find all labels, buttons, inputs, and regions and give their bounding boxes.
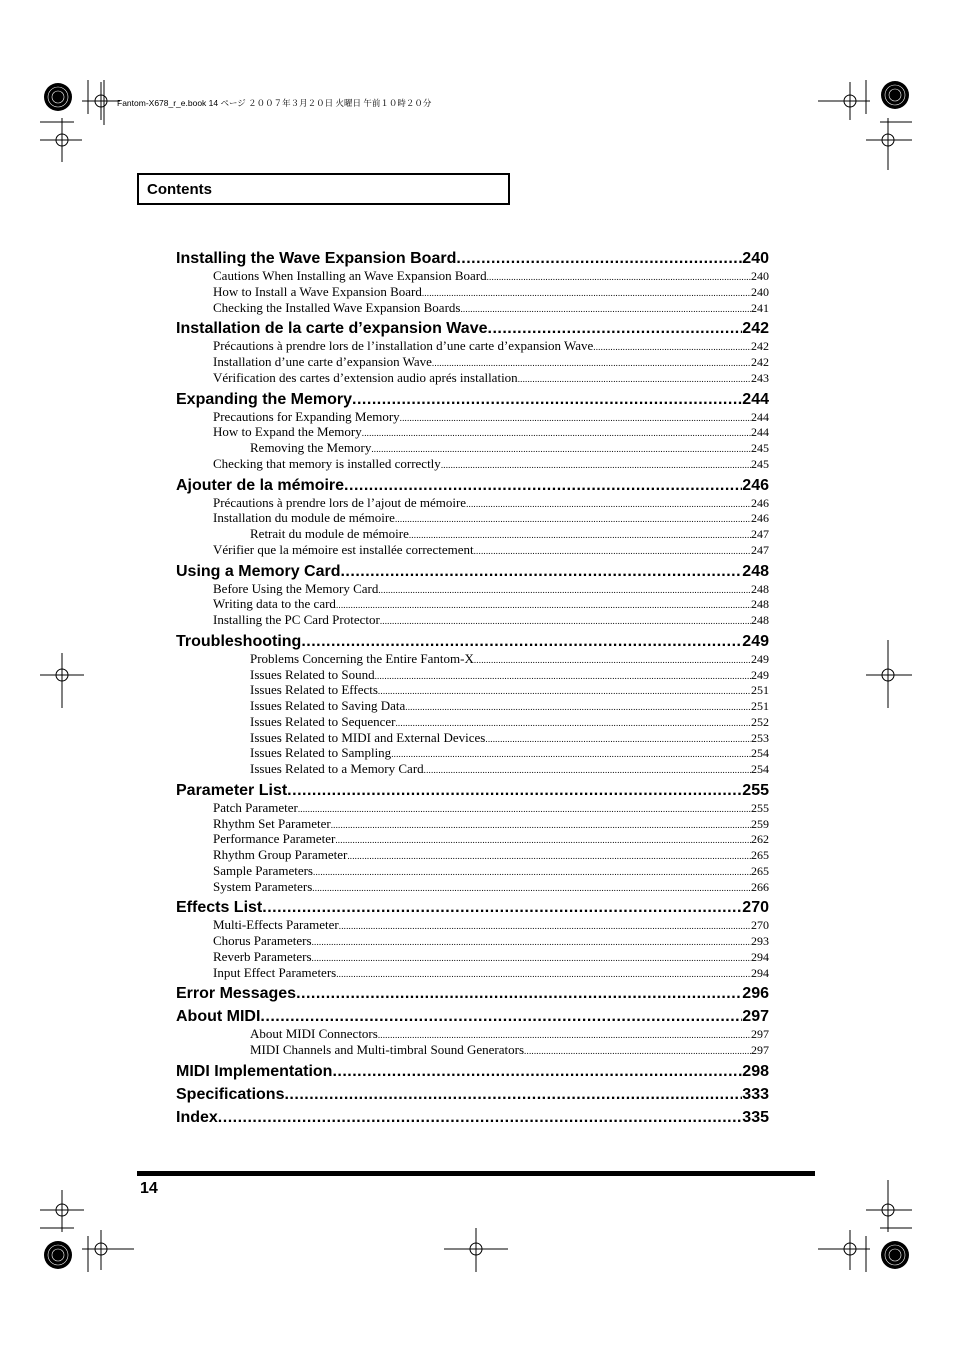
toc-chapter-entry-page: 246 (742, 476, 769, 494)
toc-subentry-page: 297 (751, 1027, 769, 1042)
toc-section (176, 898, 769, 980)
toc-chapter-entry[interactable] (176, 390, 769, 409)
toc-subentry[interactable] (176, 510, 769, 526)
toc-subentry[interactable] (176, 965, 769, 981)
dot-leader (312, 935, 751, 951)
dot-leader (441, 458, 751, 474)
toc-chapter-entry-title: Expanding the Memory (176, 390, 353, 408)
toc-subentry[interactable] (176, 495, 769, 511)
dot-leader (339, 919, 751, 935)
toc-subentry[interactable] (176, 698, 769, 714)
toc-subentry-page: 245 (751, 456, 769, 471)
toc-subentry-page: 240 (751, 269, 769, 283)
toc-subentry[interactable] (176, 581, 769, 597)
toc-chapter-entry[interactable] (176, 476, 769, 495)
toc-subentry-title: Précautions à prendre lors de l’installation d’une carte d’expansion Wave (213, 338, 594, 354)
toc-subentry[interactable] (176, 526, 769, 542)
toc-chapter-entry[interactable] (176, 1062, 769, 1081)
toc-chapter-entry-page: 335 (742, 1108, 769, 1126)
dot-leader (524, 1044, 751, 1060)
toc-subentry-page: 251 (751, 699, 769, 713)
toc-chapter-entry-title: Installation de la carte d’expansion Wave (176, 320, 488, 338)
dot-leader (378, 684, 751, 700)
toc-subentry[interactable] (176, 745, 769, 761)
toc-chapter-entry-title: Error Messages (176, 985, 297, 1003)
toc-subentry[interactable] (176, 542, 769, 558)
dot-leader (466, 497, 751, 513)
toc-subentry[interactable] (176, 424, 769, 440)
toc-subentry[interactable] (176, 1026, 769, 1042)
toc-subentry[interactable] (176, 370, 769, 386)
toc-chapter-entry-title: Specifications (176, 1085, 285, 1103)
toc-subentry-page: 293 (751, 934, 769, 948)
toc-subentry-title: Writing data to the card (213, 596, 336, 612)
toc-subentry-title: Installation du module de mémoire (213, 510, 395, 526)
toc-subentry-page: 242 (751, 339, 769, 354)
dot-leader (485, 732, 751, 748)
toc-subentry-page: 265 (751, 863, 769, 878)
dot-leader (474, 544, 751, 560)
toc-subentry[interactable] (176, 268, 769, 284)
dot-leader (284, 1085, 742, 1104)
toc-subentry[interactable] (176, 1042, 769, 1058)
dot-leader (488, 319, 743, 338)
dot-leader (460, 302, 751, 318)
toc-subentry[interactable] (176, 409, 769, 425)
toc-subentry[interactable] (176, 816, 769, 832)
toc-chapter-entry[interactable] (176, 319, 769, 338)
toc-subentry-title: Issues Related to Sequencer (250, 713, 396, 729)
toc-subentry-title: Retrait du module de mémoire (250, 526, 409, 541)
dot-leader (340, 562, 742, 581)
toc-subentry-title: Performance Parameter (213, 831, 336, 847)
toc-chapter-entry[interactable] (176, 1007, 769, 1026)
toc-chapter-entry-page: 297 (742, 1008, 769, 1026)
dot-leader (298, 802, 751, 818)
toc-subentry-page: 248 (751, 613, 769, 627)
toc-section (176, 390, 769, 472)
dot-leader (344, 476, 742, 495)
toc-chapter-entry-title: Ajouter de la mémoire (176, 476, 345, 494)
dot-leader (362, 426, 751, 442)
toc-chapter-entry-page: 255 (742, 781, 769, 799)
toc-subentry-title: Rhythm Set Parameter (213, 815, 331, 831)
toc-subentry-title: Removing the Memory (250, 440, 372, 455)
toc-chapter-entry[interactable] (176, 249, 769, 268)
dot-leader (400, 411, 751, 427)
toc-chapter-entry-page: 333 (742, 1085, 769, 1103)
toc-chapter-entry-title: Installing the Wave Expansion Board (176, 250, 457, 267)
toc-subentry-title: Précautions à prendre lors de l’ajout de mémoire (213, 494, 467, 510)
toc-subentry-page: 270 (751, 918, 769, 933)
dot-leader (312, 951, 751, 967)
toc-subentry-title: Patch Parameter (213, 799, 298, 815)
toc-subentry[interactable] (176, 300, 769, 316)
toc-subentry-page: 244 (751, 409, 769, 424)
toc-subentry[interactable] (176, 714, 769, 730)
toc-section (176, 476, 769, 558)
toc-chapter-entry-title: Using a Memory Card (176, 562, 341, 580)
toc-subentry-page: 248 (751, 581, 769, 596)
toc-subentry-title: Issues Related to Effects (250, 682, 378, 698)
toc-subentry[interactable] (176, 651, 769, 667)
toc-section (176, 562, 769, 628)
toc-chapter-entry-title: Parameter List (176, 781, 288, 799)
toc-subentry-page: 240 (751, 284, 769, 299)
toc-chapter-entry-page: 296 (742, 985, 769, 1003)
toc-chapter-entry-title: Index (176, 1108, 218, 1126)
dot-leader (336, 598, 751, 614)
toc-section (176, 781, 769, 895)
toc-chapter-entry-page: 244 (742, 390, 769, 408)
toc-subentry-page: 297 (751, 1043, 769, 1057)
dot-leader (335, 833, 751, 849)
toc-subentry-title: Checking that memory is installed correctly (213, 455, 441, 471)
dot-leader (487, 270, 751, 286)
toc-subentry[interactable] (176, 612, 769, 628)
toc-subentry-title: Sample Parameters (213, 862, 313, 878)
toc-subentry[interactable] (176, 761, 769, 777)
toc-chapter-entry-page: 248 (742, 562, 769, 580)
toc-subentry-page: 262 (751, 832, 769, 847)
toc-subentry-title: Vérification des cartes d’extension audio aprés installation (213, 369, 518, 385)
toc-chapter-entry-title: Troubleshooting (176, 632, 302, 650)
toc-chapter-entry[interactable] (176, 781, 769, 800)
toc-subentry-page: 254 (751, 746, 769, 761)
toc-subentry[interactable] (176, 284, 769, 300)
toc-chapter-entry-page: 242 (742, 320, 769, 338)
dot-leader (375, 669, 751, 685)
dot-leader (313, 865, 751, 881)
toc-subentry-title: Issues Related to MIDI and External Devices (250, 729, 486, 745)
dot-leader (456, 249, 742, 268)
dot-leader (474, 653, 751, 669)
toc-subentry[interactable] (176, 440, 769, 456)
toc-subentry-title: Checking the Installed Wave Expansion Boards (213, 299, 461, 315)
toc-subentry[interactable] (176, 863, 769, 879)
dot-leader (378, 583, 751, 599)
toc-section (176, 984, 769, 1003)
toc-subentry-page: 244 (751, 425, 769, 440)
toc-chapter-entry-title: MIDI Implementation (176, 1062, 333, 1080)
footer-rule (137, 1171, 815, 1176)
toc-chapter-entry-page: 270 (742, 899, 769, 917)
dot-leader (380, 614, 751, 630)
toc-chapter-entry[interactable] (176, 984, 769, 1003)
contents-header-box (137, 173, 510, 205)
dot-leader (518, 372, 751, 388)
toc-chapter-entry[interactable] (176, 632, 769, 651)
dot-leader (287, 781, 742, 800)
toc-subentry[interactable] (176, 682, 769, 698)
toc-chapter-entry-page: 249 (742, 632, 769, 650)
toc-subentry-page: 255 (751, 800, 769, 815)
dot-leader (296, 984, 742, 1003)
dot-leader (336, 967, 751, 983)
dot-leader (260, 1007, 742, 1026)
toc-subentry-page: 246 (751, 495, 769, 510)
toc-section (176, 249, 769, 315)
toc-section (176, 1007, 769, 1058)
dot-leader (405, 700, 751, 716)
toc-subentry-page: 252 (751, 714, 769, 729)
toc-subentry-page: 294 (751, 949, 769, 964)
toc-chapter-entry[interactable] (176, 562, 769, 581)
print-header-line: Fantom-X678_r_e.book 14 ページ ２００７年３月２０日 火曜日 午前１０時２０分 (117, 98, 432, 108)
toc-subentry-page: 253 (751, 730, 769, 745)
toc-subentry-page: 241 (751, 300, 769, 315)
dot-leader (332, 1062, 742, 1081)
toc-subentry-title: Input Effect Parameters (213, 964, 337, 980)
toc-subentry-title: Chorus Parameters (213, 933, 312, 948)
toc-subentry-title: MIDI Channels and Multi-timbral Sound Generators (250, 1042, 525, 1057)
toc-chapter-entry[interactable] (176, 898, 769, 917)
toc-subentry[interactable] (176, 730, 769, 746)
toc-subentry-page: 246 (751, 511, 769, 526)
toc-subentry-page: 259 (751, 816, 769, 831)
toc-section (176, 319, 769, 385)
page-number: 14 (140, 1180, 158, 1197)
toc-subentry-page: 249 (751, 667, 769, 682)
toc-subentry[interactable] (176, 933, 769, 949)
toc-subentry-title: Rhythm Group Parameter (213, 847, 348, 862)
toc-subentry[interactable] (176, 596, 769, 612)
toc-subentry-title: System Parameters (213, 878, 313, 894)
toc-chapter-entry-page: 240 (742, 250, 769, 267)
toc-subentry-title: Issues Related to Saving Data (250, 698, 406, 713)
dot-leader (593, 340, 751, 356)
toc-chapter-entry-title: Effects List (176, 899, 263, 917)
toc-subentry-page: 242 (751, 355, 769, 369)
dot-leader (312, 881, 751, 897)
toc-subentry-page: 251 (751, 683, 769, 698)
toc-subentry[interactable] (176, 949, 769, 965)
toc-subentry-title: Issues Related to Sampling (250, 745, 392, 761)
toc-subentry[interactable] (176, 338, 769, 354)
toc-subentry[interactable] (176, 667, 769, 683)
toc-subentry-page: 248 (751, 597, 769, 612)
toc-subentry-title: Multi-Effects Parameter (213, 917, 339, 933)
toc-chapter-entry-page: 298 (742, 1062, 769, 1080)
toc-subentry-title: Issues Related to Sound (250, 666, 375, 682)
dot-leader (395, 512, 751, 528)
toc-subentry[interactable] (176, 917, 769, 933)
dot-leader (218, 1108, 743, 1127)
dot-leader (331, 818, 751, 834)
toc-subentry[interactable] (176, 354, 769, 370)
toc-subentry-page: 249 (751, 651, 769, 666)
dot-leader (347, 849, 751, 865)
dot-leader (424, 763, 751, 779)
toc-subentry-page: 247 (751, 527, 769, 541)
toc-subentry[interactable] (176, 831, 769, 847)
toc-subentry-page: 247 (751, 542, 769, 557)
toc-subentry-title: Reverb Parameters (213, 948, 312, 964)
toc-subentry[interactable] (176, 847, 769, 863)
toc-chapter-entry-title: About MIDI (176, 1008, 261, 1026)
toc-section (176, 632, 769, 777)
dot-leader (391, 747, 751, 763)
toc-subentry-page: 294 (751, 965, 769, 980)
toc-subentry-title: Precautions for Expanding Memory (213, 408, 400, 424)
toc-subentry-page: 265 (751, 848, 769, 862)
dot-leader (262, 898, 742, 917)
toc-subentry-page: 245 (751, 441, 769, 455)
contents-title: Contents (147, 181, 212, 198)
toc-subentry-title: Installation d’une carte d’expansion Wave (213, 354, 432, 369)
toc-subentry-title: Issues Related to a Memory Card (250, 761, 424, 776)
toc-subentry-title: Problems Concerning the Entire Fantom-X (250, 650, 474, 666)
toc-chapter-entry[interactable] (176, 1108, 769, 1127)
toc-subentry-title: Before Using the Memory Card (213, 580, 379, 596)
toc-subentry-title: How to Expand the Memory (213, 424, 362, 440)
toc-subentry-page: 266 (751, 879, 769, 894)
toc-section (176, 1085, 769, 1104)
toc-subentry-page: 254 (751, 762, 769, 776)
dot-leader (301, 632, 742, 651)
toc-subentry[interactable] (176, 800, 769, 816)
toc-subentry-title: Installing the PC Card Protector (213, 612, 380, 627)
toc-section (176, 1108, 769, 1127)
toc-subentry-title: Vérifier que la mémoire est installée correctement (213, 541, 474, 557)
toc-subentry-page: 243 (751, 370, 769, 385)
toc-section (176, 1062, 769, 1081)
toc-subentry[interactable] (176, 456, 769, 472)
toc-subentry-title: How to Install a Wave Expansion Board (213, 283, 422, 299)
toc-subentry[interactable] (176, 879, 769, 895)
toc-subentry-title: Cautions When Installing an Wave Expansion Board (213, 268, 487, 283)
table-of-contents (176, 249, 769, 1127)
toc-subentry-title: About MIDI Connectors (250, 1026, 378, 1042)
dot-leader (422, 286, 751, 302)
dot-leader (352, 390, 742, 409)
toc-chapter-entry[interactable] (176, 1085, 769, 1104)
